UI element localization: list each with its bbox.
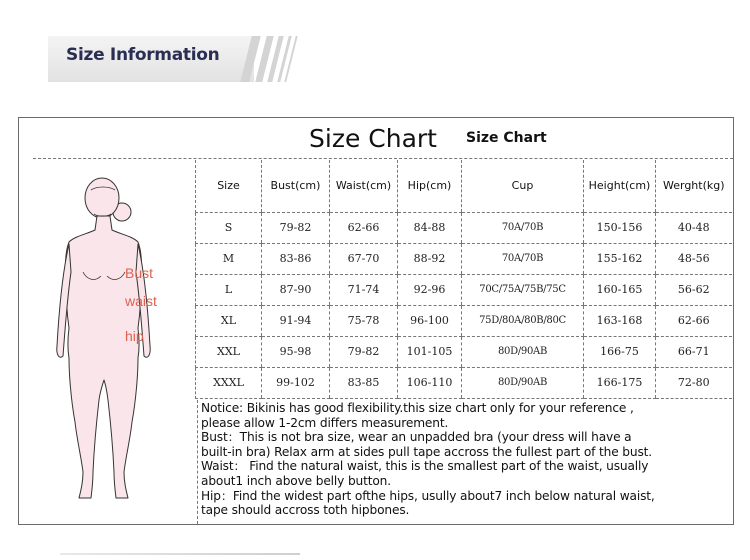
size-chart-frame <box>18 117 734 525</box>
weight-cell: 72-80 <box>656 367 732 398</box>
banner-title: Size Information <box>66 45 220 65</box>
table-row <box>196 305 732 336</box>
height-cell: 160-165 <box>584 274 656 305</box>
hip-cell: 106-110 <box>398 367 462 398</box>
notice-line: please allow 1-2cm differs measurement. <box>201 415 449 430</box>
size-notice <box>197 400 733 524</box>
size-cell: XXL <box>196 336 262 367</box>
column-header-hip: Hip(cm) <box>398 160 462 212</box>
figure-label-bust: Bust <box>125 265 154 281</box>
notice-line: Notice: Bikinis has good flexibility.this size chart only for your reference , <box>201 401 634 415</box>
column-header-cup: Cup <box>462 160 584 212</box>
cup-cell: 80D/90AB <box>462 367 584 398</box>
hip-cell: 92-96 <box>398 274 462 305</box>
size-cell: L <box>196 274 262 305</box>
size-cell: XXXL <box>196 367 262 398</box>
waist-cell: 71-74 <box>330 274 398 305</box>
figure-label-waist: waist <box>125 293 157 309</box>
waist-cell: 62-66 <box>330 212 398 243</box>
height-cell: 166-175 <box>584 367 656 398</box>
cup-cell: 70A/70B <box>462 212 584 243</box>
height-cell: 163-168 <box>584 305 656 336</box>
waist-cell: 83-85 <box>330 367 398 398</box>
weight-cell: 66-71 <box>656 336 732 367</box>
woman-body-silhouette-icon <box>19 160 195 524</box>
notice-line: Waist： Find the natural waist, this is the smallest part of the waist, usually <box>201 459 649 474</box>
notice-line: tape should accross toth hipbones. <box>201 503 410 518</box>
height-cell: 166-75 <box>584 336 656 367</box>
table-row <box>196 274 732 305</box>
cup-cell: 75D/80A/80B/80C <box>462 305 584 336</box>
size-cell: S <box>196 212 262 243</box>
table-header-row <box>196 160 732 212</box>
hip-cell: 96-100 <box>398 305 462 336</box>
waist-cell: 75-78 <box>330 305 398 336</box>
column-header-bust: Bust(cm) <box>262 160 330 212</box>
chart-title-row <box>19 118 733 158</box>
column-header-height: Height(cm) <box>584 160 656 212</box>
weight-cell: 62-66 <box>656 305 732 336</box>
height-cell: 150-156 <box>584 212 656 243</box>
hip-cell: 84-88 <box>398 212 462 243</box>
column-header-waist: Waist(cm) <box>330 160 398 212</box>
height-cell: 155-162 <box>584 243 656 274</box>
table-row <box>196 212 732 243</box>
table-row <box>196 367 732 398</box>
weight-cell: 56-62 <box>656 274 732 305</box>
notice-line: Bust：This is not bra size, wear an unpadded bra (your dress will have a <box>201 430 632 445</box>
title-divider <box>33 158 733 159</box>
weight-cell: 40-48 <box>656 212 732 243</box>
cup-cell: 70C/75A/75B/75C <box>462 274 584 305</box>
body-figure <box>19 160 195 524</box>
bust-cell: 95-98 <box>262 336 330 367</box>
bust-cell: 91-94 <box>262 305 330 336</box>
column-header-weight: Werght(kg) <box>656 160 732 212</box>
waist-cell: 67-70 <box>330 243 398 274</box>
bottom-divider <box>60 553 300 555</box>
notice-line: built-in bra) Relax arm at sides pull tape accross the fullest part of the bust. <box>201 444 653 459</box>
size-table <box>195 160 732 399</box>
hip-cell: 88-92 <box>398 243 462 274</box>
weight-cell: 48-56 <box>656 243 732 274</box>
cup-cell: 70A/70B <box>462 243 584 274</box>
bust-cell: 99-102 <box>262 367 330 398</box>
table-row <box>196 336 732 367</box>
waist-cell: 79-82 <box>330 336 398 367</box>
hip-cell: 101-105 <box>398 336 462 367</box>
table-row <box>196 243 732 274</box>
notice-line: Hip：Find the widest part ofthe hips, usully about7 inch below natural waist, <box>201 488 655 503</box>
bust-cell: 79-82 <box>262 212 330 243</box>
notice-line: about1 inch above belly button. <box>201 473 391 488</box>
column-header-size: Size <box>196 160 262 212</box>
figure-label-hip: hip <box>125 328 144 344</box>
bust-cell: 87-90 <box>262 274 330 305</box>
size-information-banner <box>48 36 298 82</box>
size-cell: XL <box>196 305 262 336</box>
bust-cell: 83-86 <box>262 243 330 274</box>
chart-subtitle: Size Chart <box>466 130 547 146</box>
cup-cell: 80D/90AB <box>462 336 584 367</box>
size-cell: M <box>196 243 262 274</box>
chart-title: Size Chart <box>309 124 437 153</box>
